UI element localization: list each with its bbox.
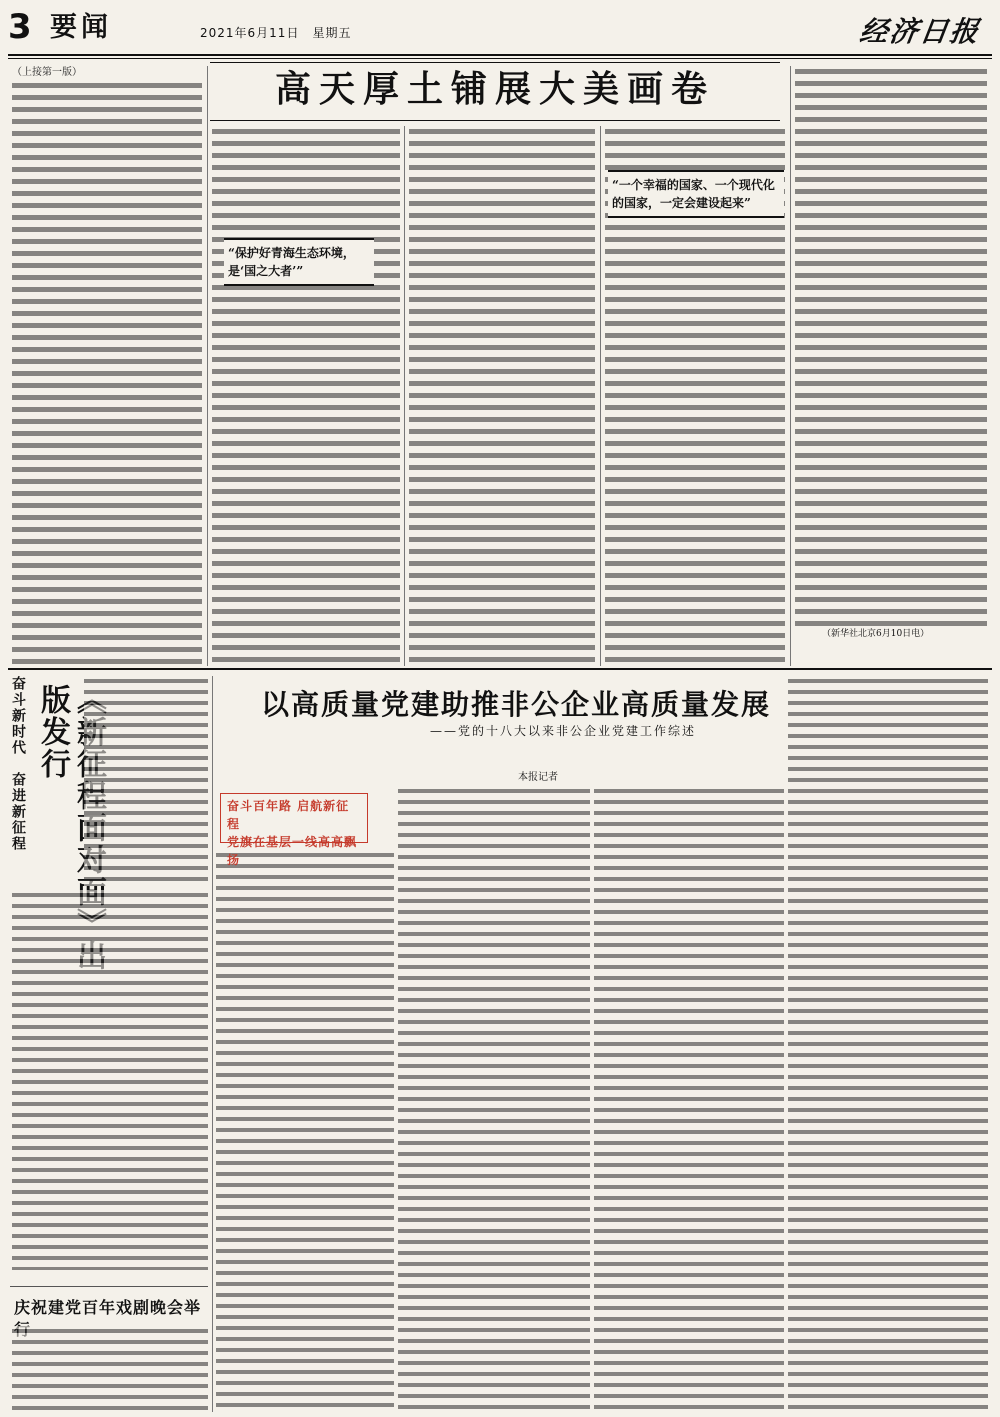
masthead-rule-thin [8, 58, 992, 59]
pull-quote: “保护好青海生态环境，是‘国之大者’” [224, 238, 374, 286]
text-column [12, 1326, 208, 1412]
campaign-banner [220, 793, 368, 867]
banner-line: 奋斗百年路 启航新征程 [227, 799, 350, 831]
byline: 本报记者 [518, 772, 558, 783]
text-column [216, 850, 394, 1412]
column-rule [212, 676, 213, 1412]
banner-line: 党旗在基层一线高高飘扬 [227, 835, 358, 867]
section-title: 要闻 [50, 12, 112, 43]
text-column [594, 786, 784, 1412]
headline-rule-bottom [210, 120, 780, 121]
page-number: 3 [8, 7, 32, 47]
text-column [84, 676, 208, 886]
continued-label: （上接第一版） [12, 67, 82, 78]
masthead [8, 8, 992, 50]
newspaper-logo: 经济日报 [857, 15, 983, 48]
book-title: 版发行 [35, 684, 70, 780]
text-column [788, 676, 988, 1412]
text-column [12, 890, 208, 1270]
column-rule [404, 126, 405, 666]
text-column [409, 126, 595, 664]
headline-rule-top [210, 62, 780, 63]
text-column [795, 66, 987, 626]
column-rule [790, 66, 791, 666]
text-column [398, 786, 590, 1412]
pull-quote: “一个幸福的国家、一个现代化的国家，一定会建设起来” [608, 170, 784, 218]
text-column [212, 126, 400, 664]
issue-date: 2021年6月11日 星期五 [200, 26, 352, 40]
column-rule [207, 66, 208, 666]
vertical-kicker: 奋斗新时代 奋进新征程 [10, 676, 26, 852]
text-column [12, 80, 202, 664]
column-rule [600, 126, 601, 666]
masthead-rule [8, 54, 992, 56]
theater-gala-headline: 庆祝建党百年戏剧晚会举 [14, 1297, 202, 1341]
section-divider [8, 668, 992, 670]
story-subhead: ——党的十八大以来非公企业党建工作综述 [430, 724, 697, 738]
dateline-credit: （新华社北京6月10日电） [822, 629, 930, 639]
main-headline: 高天厚土铺展大美画卷 [274, 68, 715, 110]
story-divider [10, 1286, 208, 1287]
story-headline: 以高质量党建助推非公企业高质量发展 [260, 688, 771, 721]
